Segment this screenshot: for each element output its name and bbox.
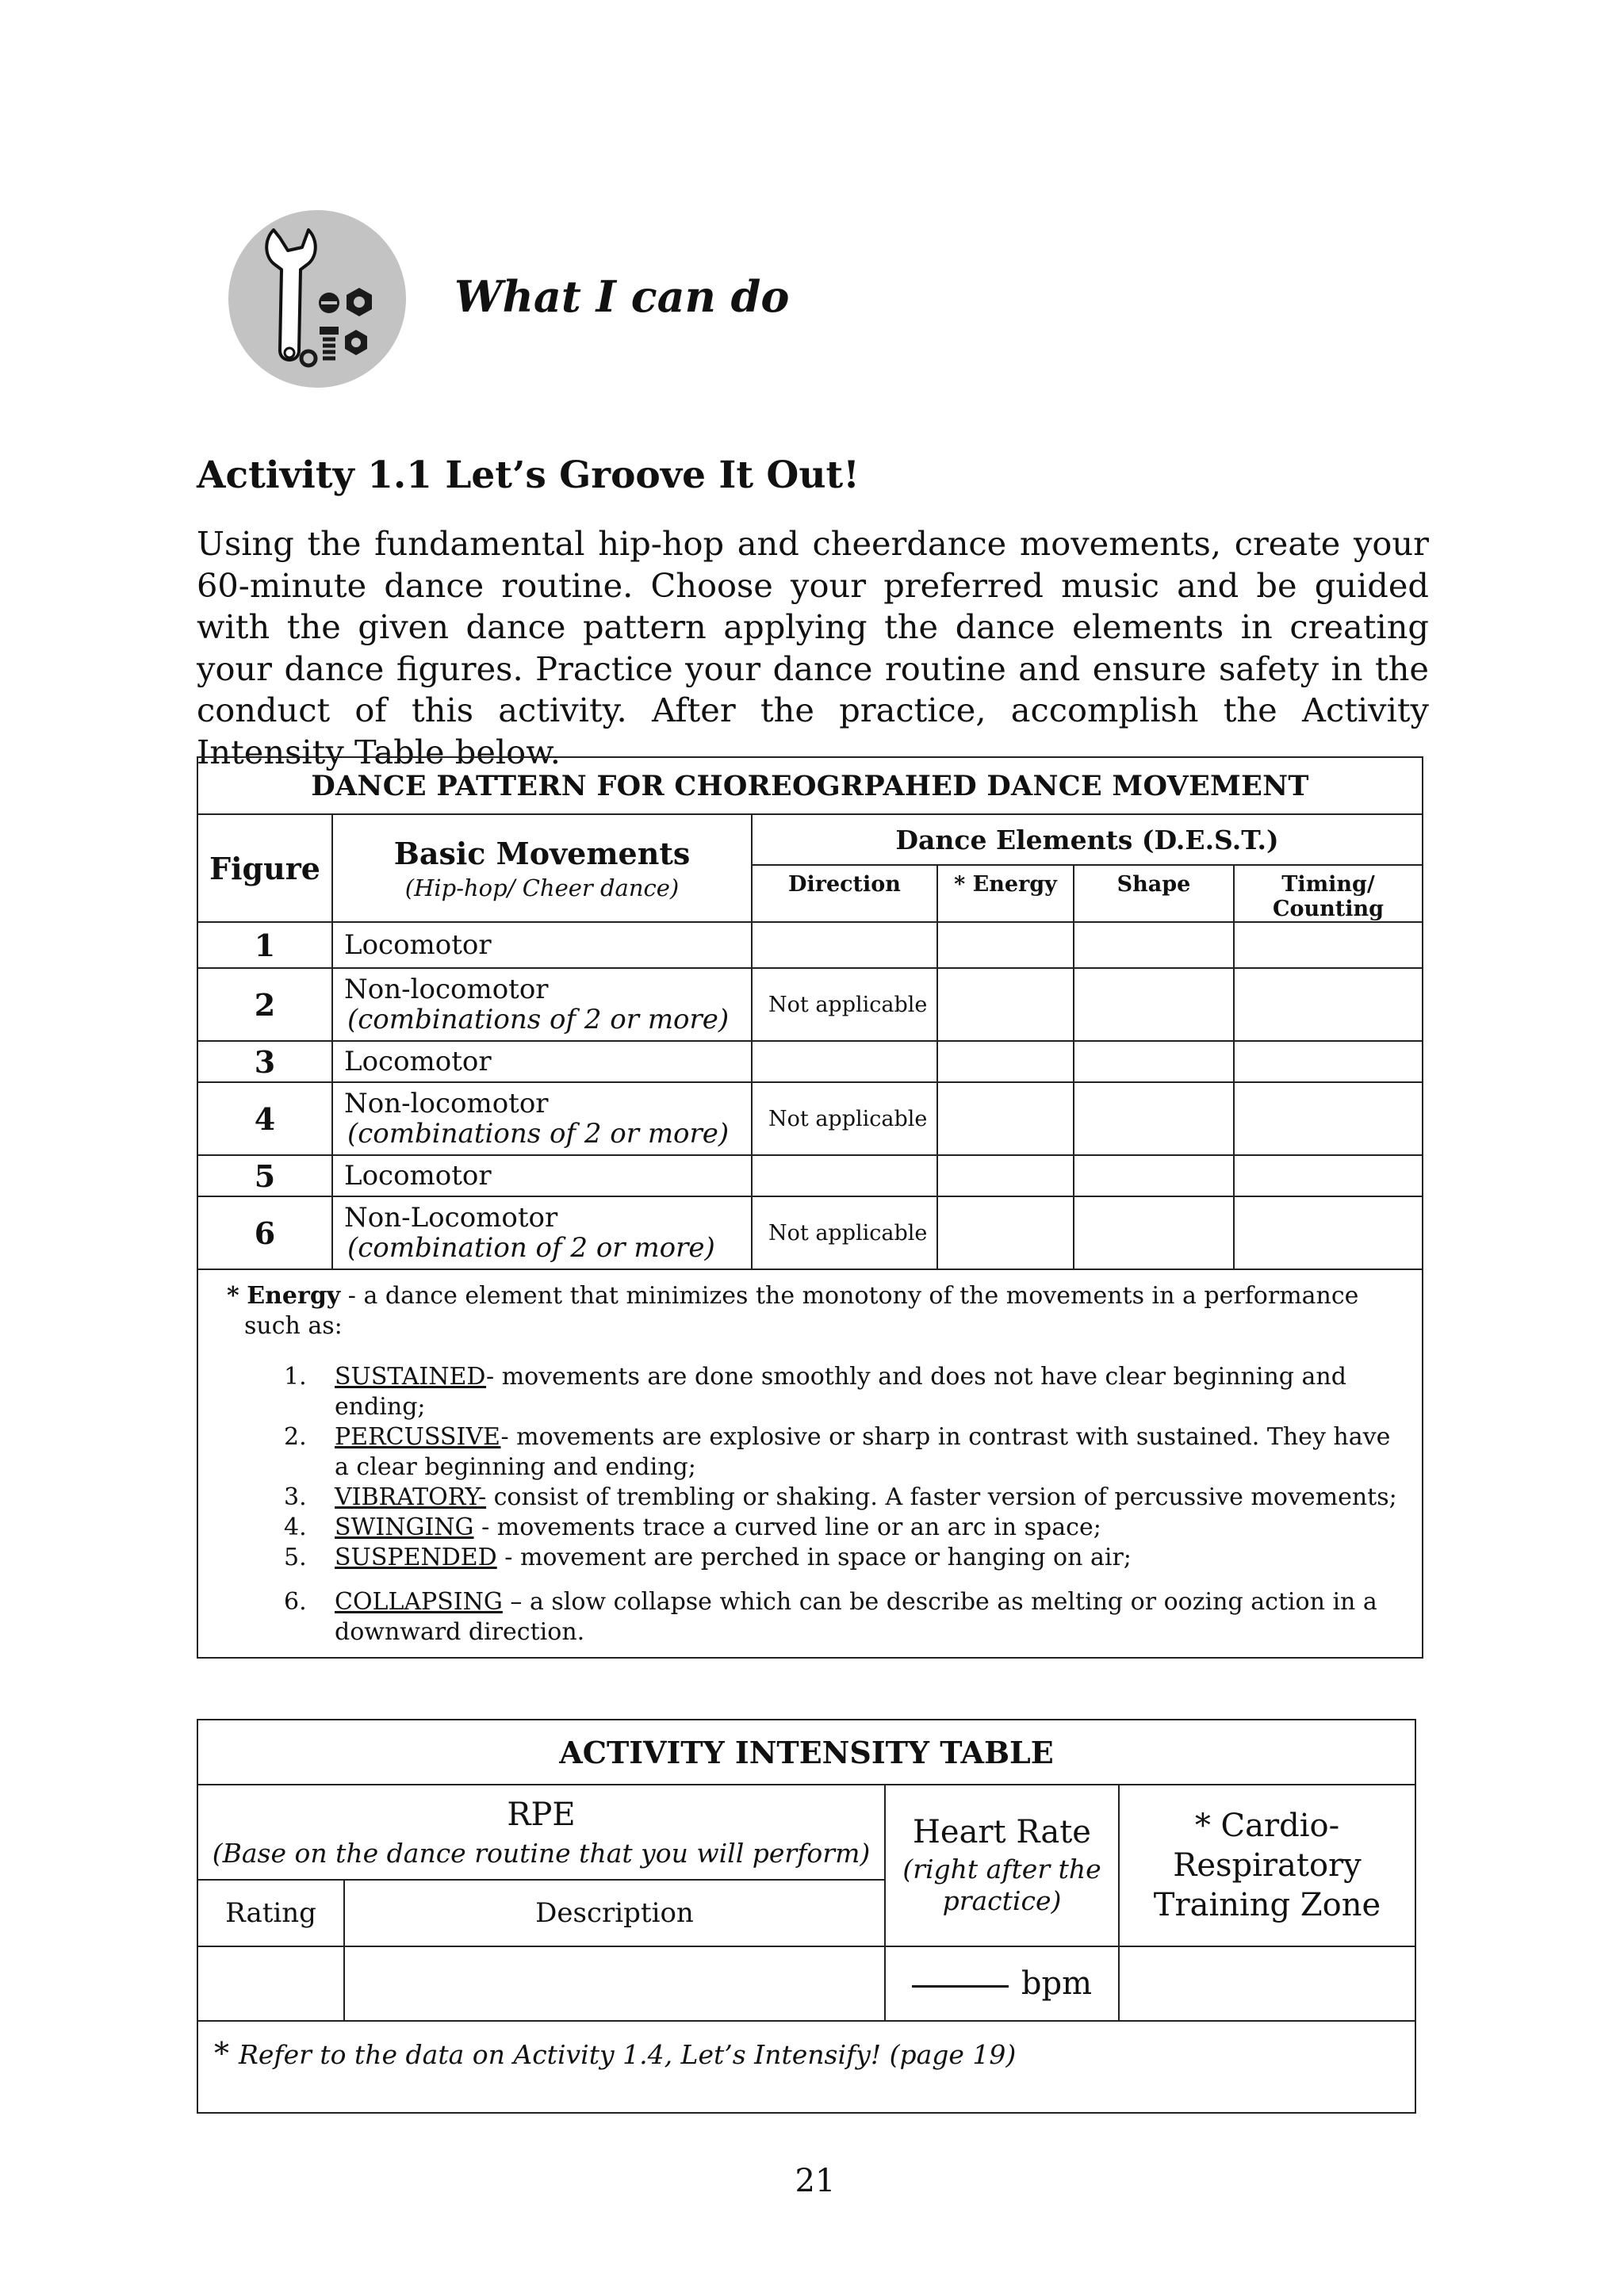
movement-sub: (combinations of 2 or more) [347, 1118, 730, 1150]
movement-cell [332, 1196, 752, 1269]
item-text: consist of trembling or shaking. A faster version of percussive movements; [486, 1483, 1397, 1511]
movement-label: Locomotor [344, 1160, 492, 1192]
direction-cell[interactable] [752, 922, 937, 968]
table-row [197, 1082, 1423, 1155]
movement-label: Non-locomotor [344, 974, 549, 1005]
timing-cell[interactable] [1234, 1155, 1423, 1196]
heart-rate-header [885, 1785, 1119, 1946]
movement-cell [332, 968, 752, 1041]
energy-cell[interactable] [937, 1196, 1074, 1269]
activity-instructions: Using the fundamental hip-hop and cheerdance movements, create your 60-minute dance routine. Choose your preferred music and be guided with the given dance pattern applying the dance elements in creating your dance figures. Practice your dance routine and ensure safety in the conduct of this activity. After the practice, accomplish the Activity Intensity Table below. [197, 524, 1429, 771]
item-term: SWINGING [335, 1513, 474, 1541]
activity-title: Activity 1.1 Let’s Groove It Out! [197, 453, 860, 497]
rating-cell[interactable] [197, 1946, 344, 2021]
rpe-sub: (Base on the dance routine that you will perform) [212, 1837, 871, 1869]
timing-cell[interactable] [1234, 922, 1423, 968]
item-number: 2. [284, 1423, 307, 1451]
figure-number: 3 [197, 1041, 332, 1082]
item-number: 5. [284, 1544, 307, 1571]
table-row [197, 1155, 1423, 1196]
header-basic-movements-sub: (Hip-hop/ Cheer dance) [404, 874, 680, 901]
table-row [197, 1946, 1415, 2021]
rpe-header [197, 1785, 885, 1880]
header-basic-movements [332, 814, 752, 922]
training-zone-cell[interactable] [1119, 1946, 1415, 2021]
timing-cell[interactable] [1234, 968, 1423, 1041]
activity-intensity-table [197, 1719, 1416, 2114]
dance-pattern-table [197, 756, 1423, 1659]
energy-cell[interactable] [937, 968, 1074, 1041]
table-row [197, 968, 1423, 1041]
header-dance-elements: Dance Elements (D.E.S.T.) [752, 814, 1423, 865]
timing-cell[interactable] [1234, 1082, 1423, 1155]
shape-cell[interactable] [1074, 1155, 1234, 1196]
list-item [284, 1543, 1398, 1573]
direction-cell: Not applicable [752, 968, 937, 1041]
header-energy: * Energy [937, 865, 1074, 922]
description-cell[interactable] [344, 1946, 885, 2021]
refer-star: * [214, 2036, 229, 2071]
blank-line [912, 1985, 1009, 1988]
energy-text: - a dance element that minimizes the monotony of the movements in a performance such as: [244, 1282, 1359, 1340]
movement-sub: (combinations of 2 or more) [347, 1004, 730, 1035]
description-header: Description [344, 1880, 885, 1946]
figure-number: 4 [197, 1082, 332, 1155]
heart-rate-cell[interactable] [885, 1946, 1119, 2021]
direction-cell[interactable] [752, 1155, 937, 1196]
energy-term: Energy [247, 1282, 341, 1310]
page-number: 21 [795, 2163, 836, 2199]
item-term: VIBRATORY- [335, 1483, 487, 1511]
movement-cell [332, 1082, 752, 1155]
dance-table-title: DANCE PATTERN FOR CHOREOGRPAHED DANCE MOVEMENT [197, 757, 1423, 814]
header-figure: Figure [197, 814, 332, 922]
figure-number: 6 [197, 1196, 332, 1269]
item-number: 1. [284, 1363, 307, 1391]
shape-cell[interactable] [1074, 1196, 1234, 1269]
shape-cell[interactable] [1074, 968, 1234, 1041]
table-row [197, 1196, 1423, 1269]
item-number: 3. [284, 1483, 307, 1511]
movement-cell [332, 922, 752, 968]
figure-number: 2 [197, 968, 332, 1041]
rpe-label: RPE [507, 1796, 576, 1833]
bpm-unit: bpm [1021, 1965, 1093, 2002]
figure-number: 5 [197, 1155, 332, 1196]
tools-icon [226, 208, 408, 390]
intensity-table-title: ACTIVITY INTENSITY TABLE [197, 1720, 1415, 1785]
heart-rate-sub: (right after the practice) [902, 1854, 1101, 1916]
direction-cell: Not applicable [752, 1082, 937, 1155]
energy-cell[interactable] [937, 922, 1074, 968]
header-shape: Shape [1074, 865, 1234, 922]
movement-label: Locomotor [344, 1046, 492, 1077]
list-item [284, 1513, 1398, 1543]
direction-cell[interactable] [752, 1041, 937, 1082]
shape-cell[interactable] [1074, 1082, 1234, 1155]
item-term: SUSTAINED [335, 1363, 487, 1391]
energy-cell[interactable] [937, 1082, 1074, 1155]
movement-label: Non-Locomotor [344, 1202, 558, 1234]
item-term: PERCUSSIVE [335, 1423, 501, 1451]
list-item [284, 1483, 1398, 1513]
item-number: 4. [284, 1513, 307, 1541]
energy-definition [222, 1281, 1398, 1341]
table-row [197, 922, 1423, 968]
energy-cell[interactable] [937, 1155, 1074, 1196]
shape-cell[interactable] [1074, 1041, 1234, 1082]
timing-cell[interactable] [1234, 1041, 1423, 1082]
movement-cell [332, 1041, 752, 1082]
header-timing: Timing/ Counting [1234, 865, 1423, 922]
movement-cell [332, 1155, 752, 1196]
energy-qualities-list [222, 1362, 1398, 1647]
energy-notes [197, 1269, 1423, 1658]
training-zone-header: * Cardio-Respiratory Training Zone [1119, 1785, 1415, 1946]
header-direction: Direction [752, 865, 937, 922]
direction-cell: Not applicable [752, 1196, 937, 1269]
item-text: – a slow collapse which can be describe as melting or oozing action in a downward direction. [335, 1588, 1377, 1646]
rating-header: Rating [197, 1880, 344, 1946]
item-text: - movements trace a curved line or an arc in space; [473, 1513, 1101, 1541]
reference-note [197, 2021, 1415, 2113]
item-number: 6. [284, 1588, 307, 1616]
header-basic-movements-label: Basic Movements [393, 835, 691, 871]
energy-star: * [227, 1282, 239, 1310]
figure-number: 1 [197, 922, 332, 968]
heart-rate-label: Heart Rate [913, 1814, 1091, 1850]
item-text: - movement are perched in space or hanging on air; [496, 1544, 1132, 1571]
list-item [284, 1587, 1398, 1647]
list-item [284, 1362, 1398, 1422]
item-term: COLLAPSING [335, 1588, 503, 1616]
timing-cell[interactable] [1234, 1196, 1423, 1269]
item-text: - movements are explosive or sharp in contrast with sustained. They have a clear beginning and ending; [335, 1423, 1391, 1481]
list-item [284, 1422, 1398, 1483]
refer-text: Refer to the data on Activity 1.4, Let’s Intensify! (page 19) [239, 2039, 1017, 2070]
shape-cell[interactable] [1074, 922, 1234, 968]
item-term: SUSPENDED [335, 1544, 497, 1571]
item-text: - movements are done smoothly and does not have clear beginning and ending; [335, 1363, 1346, 1421]
movement-sub: (combination of 2 or more) [347, 1232, 715, 1264]
movement-label: Locomotor [344, 929, 492, 961]
movement-label: Non-locomotor [344, 1088, 549, 1119]
section-title: What I can do [454, 271, 790, 322]
table-row [197, 1041, 1423, 1082]
energy-cell[interactable] [937, 1041, 1074, 1082]
